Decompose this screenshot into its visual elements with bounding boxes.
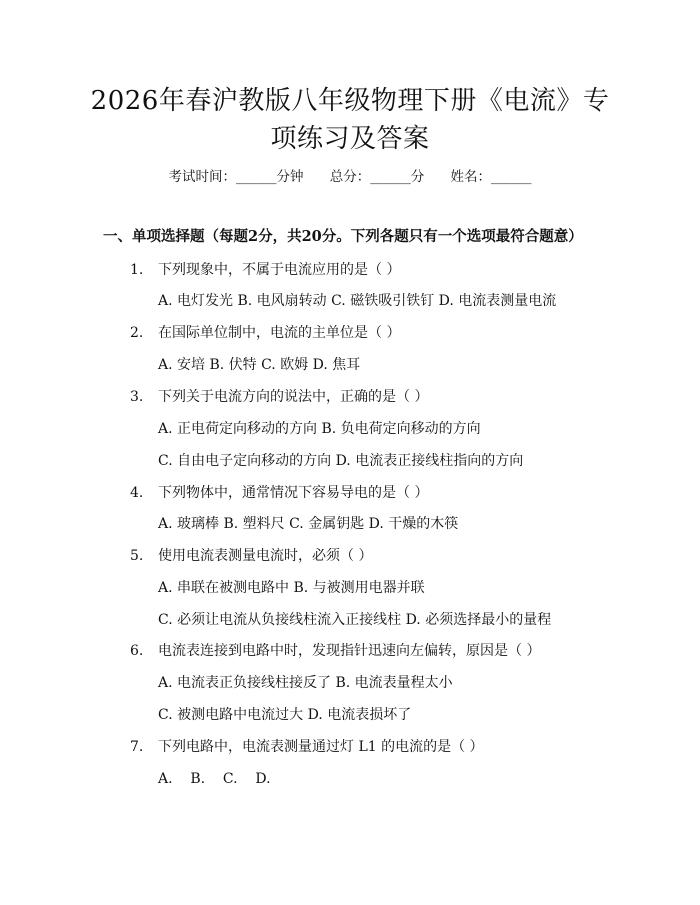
- question-4: [130, 482, 428, 504]
- question-1: [130, 259, 400, 281]
- student-name-field: 姓名：______: [450, 169, 532, 185]
- document-title-line-2: 项练习及答案: [270, 124, 430, 154]
- question-7: [130, 736, 484, 758]
- exam-time-field: 考试时间：______分钟: [168, 169, 304, 185]
- question-text: 下列关于电流方向的说法中，正确的是（ ）: [158, 389, 429, 405]
- question-number: 4.: [130, 485, 144, 501]
- question-4-options: A. 玻璃棒 B. 塑料尺 C. 金属钥匙 D. 干燥的木筷: [158, 516, 459, 532]
- question-number: 5.: [130, 548, 144, 564]
- document-title-line-1: 2026年春沪教版八年级物理下册《电流》专: [90, 86, 610, 116]
- question-5-options-line-2: C. 必须让电流从负接线柱流入正接线柱 D. 必须选择最小的量程: [158, 612, 552, 628]
- question-number: 7.: [130, 739, 144, 755]
- total-score-field: 总分：______分: [329, 169, 425, 185]
- question-number: 1.: [130, 262, 144, 278]
- question-2: [130, 322, 400, 344]
- question-6-options-line-1: A. 电流表正负接线柱接反了 B. 电流表量程太小: [158, 675, 453, 691]
- question-3-options-line-1: A. 正电荷定向移动的方向 B. 负电荷定向移动的方向: [158, 421, 481, 437]
- question-6-options-line-2: C. 被测电路中电流过大 D. 电流表损坏了: [158, 707, 412, 723]
- question-5: [130, 545, 372, 567]
- question-number: 6.: [130, 643, 144, 659]
- section-heading-single-choice: 一、单项选择题（每题2分，共20分。下列各题只有一个选项最符合题意）: [103, 228, 583, 245]
- question-1-options: A. 电灯发光 B. 电风扇转动 C. 磁铁吸引铁钉 D. 电流表测量电流: [158, 293, 557, 309]
- question-text: 使用电流表测量电流时，必须（ ）: [158, 548, 373, 564]
- question-2-options: A. 安培 B. 伏特 C. 欧姆 D. 焦耳: [158, 357, 361, 373]
- question-text: 下列物体中，通常情况下容易导电的是（ ）: [158, 485, 429, 501]
- question-3: [130, 386, 428, 408]
- question-text: 下列电路中，电流表测量通过灯 L1 的电流的是（ ）: [158, 739, 484, 755]
- question-7-options: A. B. C. D.: [158, 771, 271, 787]
- question-5-options-line-1: A. 串联在被测电路中 B. 与被测用电器并联: [158, 580, 425, 596]
- question-number: 3.: [130, 389, 144, 405]
- question-6: [130, 640, 540, 662]
- question-text: 下列现象中，不属于电流应用的是（ ）: [158, 262, 401, 278]
- exam-info-line: [0, 166, 700, 188]
- question-3-options-line-2: C. 自由电子定向移动的方向 D. 电流表正接线柱指向的方向: [158, 453, 524, 469]
- question-number: 2.: [130, 325, 144, 341]
- question-text: 在国际单位制中，电流的主单位是（ ）: [158, 325, 401, 341]
- question-text: 电流表连接到电路中时，发现指针迅速向左偏转，原因是（ ）: [158, 643, 541, 659]
